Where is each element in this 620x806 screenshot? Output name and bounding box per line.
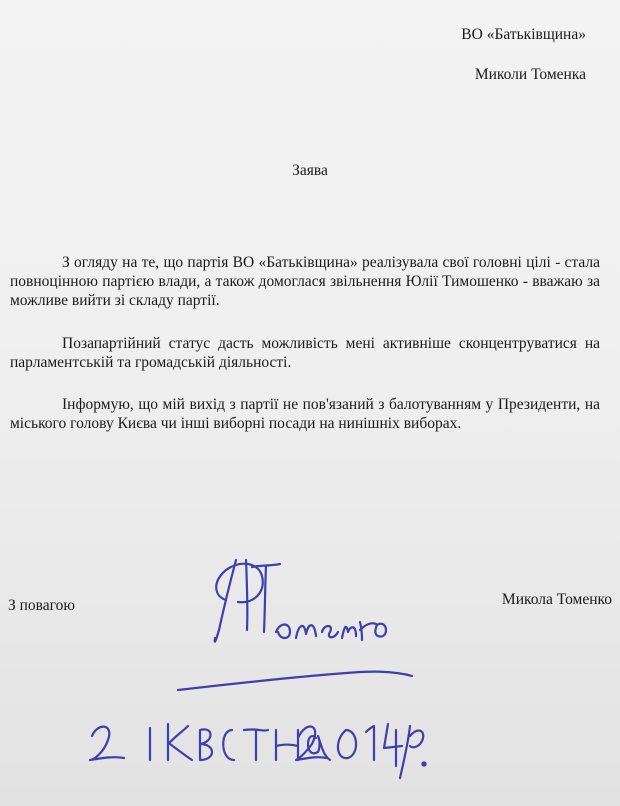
paragraph-1: З огляду на те, що партія ВО «Батьківщина» реалізувала свої головні цілі - стала повноцінною партією влади, а також домоглася звільнення Юлії Тимошенко - вважаю за можливе вийти зі складу партії.	[10, 254, 600, 309]
closing-phrase: З повагою	[8, 597, 75, 614]
document-title: Заява	[292, 162, 328, 179]
recipient-organization: ВО «Батьківщина»	[461, 26, 586, 43]
paragraph-2: Позапартійний статус дасть можливість мені активніше сконцентруватися на парламентській та громадській діяльності.	[10, 335, 600, 371]
recipient-person: Миколи Томенка	[474, 66, 586, 83]
signer-name: Микола Томенко	[501, 591, 612, 608]
paragraph-3: Інформую, що мій вихід з партії не пов'язаний з балотуванням у Президенти, на міського голову Києва чи інші виборні посади на нинішніх виборах.	[10, 396, 600, 432]
